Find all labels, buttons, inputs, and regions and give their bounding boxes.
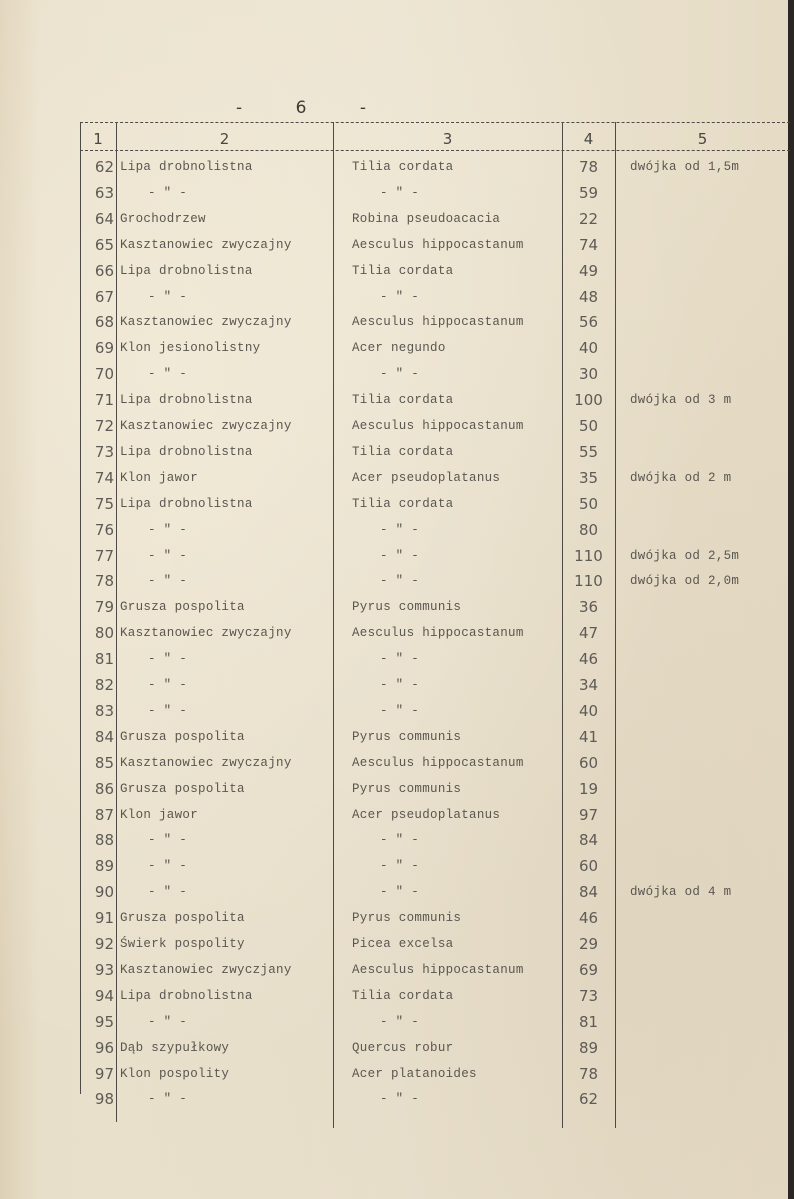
polish-name: Kasztanowiec zwyczajny: [120, 237, 292, 252]
measurement-value: 34: [578, 676, 599, 694]
table-row: [0, 546, 794, 575]
table-row: [0, 287, 794, 316]
note: dwójka od 1,5m: [630, 160, 740, 174]
header-bottom-border: [80, 150, 790, 151]
row-number: 80: [94, 624, 114, 643]
table-row: [0, 1092, 794, 1118]
polish-name: Klon pospolity: [120, 1066, 230, 1081]
polish-name: Świerk pospolity: [120, 937, 245, 951]
polish-name: Dąb szypułkowy: [120, 1040, 230, 1055]
latin-name: Acer pseudoplatanus: [352, 470, 501, 485]
polish-name: - " -: [148, 678, 188, 692]
measurement-value: 40: [578, 701, 599, 720]
polish-name: Lipa drobnolistna: [120, 444, 253, 459]
latin-name: Pyrus communis: [352, 781, 462, 796]
latin-name: Tilia cordata: [352, 988, 454, 1003]
polish-name: Lipa drobnolistna: [120, 496, 253, 511]
polish-name: - " -: [148, 522, 188, 537]
latin-name: Pyrus communis: [352, 911, 462, 926]
measurement-value: 78: [578, 1064, 599, 1083]
row-number: 85: [94, 753, 114, 772]
measurement-value: 35: [578, 468, 599, 487]
table-top-border: [80, 122, 790, 123]
latin-name: - " -: [380, 652, 420, 667]
note: dwójka od 3 m: [630, 393, 732, 408]
latin-name: - " -: [380, 885, 420, 900]
row-number: 64: [94, 209, 114, 228]
row-number: 66: [94, 261, 114, 280]
polish-name: - " -: [148, 367, 188, 382]
table-row: [0, 183, 794, 212]
polish-name: - " -: [148, 574, 188, 589]
table-row: [0, 701, 794, 730]
row-number: 90: [94, 883, 114, 902]
measurement-value: 55: [578, 442, 599, 461]
row-number: 78: [94, 572, 114, 591]
measurement-value: 46: [578, 909, 599, 928]
table-row: [0, 261, 794, 290]
table-row: [0, 520, 794, 549]
table-row: [0, 574, 794, 600]
latin-name: Aesculus hippocastanum: [352, 626, 524, 641]
latin-name: Acer platanoides: [352, 1066, 477, 1081]
row-number: 87: [94, 805, 114, 824]
measurement-value: 78: [578, 158, 599, 176]
latin-name: Aesculus hippocastanum: [352, 962, 524, 977]
latin-name: Aesculus hippocastanum: [352, 315, 524, 330]
row-number: 92: [94, 935, 114, 953]
table-row: [0, 209, 794, 238]
polish-name: - " -: [148, 859, 188, 874]
row-number: 88: [94, 831, 114, 850]
page-number-value: 6: [295, 98, 307, 118]
row-number: 86: [94, 779, 114, 798]
note: dwójka od 2,5m: [630, 548, 740, 563]
polish-name: - " -: [148, 652, 188, 667]
table-row: [0, 341, 794, 367]
table-row: [0, 833, 794, 859]
polish-name: Grusza pospolita: [120, 911, 245, 926]
table-row: [0, 1038, 794, 1067]
polish-name: - " -: [148, 833, 188, 848]
table-row: [0, 727, 794, 756]
table-row: [0, 442, 794, 471]
row-number: 79: [94, 598, 114, 617]
table-row: [0, 885, 794, 911]
latin-name: - " -: [380, 859, 420, 874]
latin-name: Tilia cordata: [352, 263, 454, 278]
row-number: 70: [94, 365, 114, 384]
polish-name: Klon jawor: [120, 470, 199, 485]
page-number-suffix: -: [359, 98, 366, 118]
row-number: 68: [94, 313, 114, 332]
row-number: 71: [94, 391, 114, 410]
table-row: [0, 805, 794, 834]
latin-name: - " -: [380, 185, 420, 200]
table-row: [0, 1064, 794, 1093]
latin-name: Tilia cordata: [352, 393, 454, 408]
measurement-value: 84: [578, 831, 599, 850]
latin-name: - " -: [380, 367, 420, 382]
table-row: [0, 315, 794, 341]
latin-name: Aesculus hippocastanum: [352, 237, 524, 252]
latin-name: Aesculus hippocastanum: [352, 755, 524, 770]
latin-name: - " -: [380, 703, 420, 718]
measurement-value: 84: [578, 883, 599, 902]
row-number: 77: [94, 546, 114, 565]
header-col-3: 3: [442, 130, 453, 148]
polish-name: - " -: [148, 548, 188, 563]
measurement-value: 110: [574, 572, 603, 591]
latin-name: - " -: [380, 289, 420, 304]
measurement-value: 49: [578, 261, 599, 280]
polish-name: Klon jesionolistny: [120, 341, 261, 356]
latin-name: Tilia cordata: [352, 160, 454, 174]
measurement-value: 69: [578, 960, 599, 979]
note: dwójka od 2 m: [630, 470, 732, 485]
latin-name: Aesculus hippocastanum: [352, 419, 524, 433]
latin-name: Acer negundo: [352, 341, 446, 356]
table-row: [0, 753, 794, 782]
table-row: [0, 960, 794, 989]
latin-name: Acer pseudoplatanus: [352, 807, 501, 822]
row-number: 76: [94, 520, 114, 539]
row-number: 72: [94, 417, 114, 435]
row-number: 84: [94, 727, 114, 746]
latin-name: - " -: [380, 678, 420, 692]
row-number: 97: [94, 1064, 114, 1083]
polish-name: Kasztanowiec zwyczajny: [120, 419, 292, 433]
measurement-value: 48: [578, 287, 599, 306]
measurement-value: 22: [578, 209, 599, 228]
header-col-4: 4: [583, 130, 594, 148]
row-number: 98: [94, 1090, 114, 1109]
note: dwójka od 2,0m: [630, 574, 740, 589]
polish-name: Kasztanowiec zwyczjany: [120, 962, 292, 977]
measurement-value: 19: [578, 779, 599, 798]
table-row: [0, 367, 794, 393]
row-number: 91: [94, 909, 114, 928]
measurement-value: 60: [578, 857, 599, 876]
table-row: [0, 937, 794, 963]
table-row: [0, 419, 794, 445]
table-row: [0, 779, 794, 808]
row-number: 75: [94, 494, 114, 513]
polish-name: Lipa drobnolistna: [120, 393, 253, 408]
latin-name: Tilia cordata: [352, 496, 454, 511]
page-number: [236, 98, 366, 118]
measurement-value: 62: [578, 1090, 599, 1109]
table-row: [0, 911, 794, 937]
measurement-value: 73: [578, 986, 599, 1005]
polish-name: Lipa drobnolistna: [120, 160, 253, 174]
table-row: [0, 1012, 794, 1041]
latin-name: Tilia cordata: [352, 444, 454, 459]
latin-name: Pyrus communis: [352, 729, 462, 744]
table-row: [0, 235, 794, 264]
row-number: 69: [94, 339, 114, 358]
measurement-value: 29: [578, 935, 599, 953]
latin-name: - " -: [380, 522, 420, 537]
polish-name: Grusza pospolita: [120, 729, 245, 744]
row-number: 73: [94, 442, 114, 461]
table-row: [0, 600, 794, 626]
polish-name: Grusza pospolita: [120, 600, 245, 615]
row-number: 96: [94, 1038, 114, 1057]
table-row: [0, 393, 794, 419]
polish-name: - " -: [148, 1014, 188, 1029]
row-number: 62: [94, 158, 114, 176]
page-number-prefix: -: [236, 98, 243, 118]
latin-name: - " -: [380, 833, 420, 848]
header-col-5: 5: [697, 130, 708, 148]
measurement-value: 56: [578, 313, 599, 332]
measurement-value: 60: [578, 753, 599, 772]
table-row: [0, 652, 794, 678]
row-number: 82: [94, 676, 114, 694]
polish-name: - " -: [148, 1092, 188, 1107]
row-number: 95: [94, 1012, 114, 1031]
polish-name: - " -: [148, 885, 188, 900]
row-number: 93: [94, 960, 114, 979]
table-row: [0, 986, 794, 1015]
header-col-1: 1: [93, 130, 103, 148]
polish-name: - " -: [148, 289, 188, 304]
measurement-value: 59: [578, 183, 599, 202]
polish-name: Klon jawor: [120, 807, 199, 822]
polish-name: Lipa drobnolistna: [120, 263, 253, 278]
measurement-value: 40: [578, 339, 599, 358]
row-number: 74: [94, 468, 114, 487]
polish-name: Grusza pospolita: [120, 781, 245, 796]
measurement-value: 30: [578, 365, 599, 384]
latin-name: - " -: [380, 1014, 420, 1029]
polish-name: Kasztanowiec zwyczajny: [120, 626, 292, 641]
latin-name: Pyrus communis: [352, 600, 462, 615]
polish-name: Lipa drobnolistna: [120, 988, 253, 1003]
latin-name: - " -: [380, 1092, 420, 1107]
table-row: [0, 160, 794, 186]
row-number: 65: [94, 235, 114, 254]
polish-name: - " -: [148, 703, 188, 718]
polish-name: Kasztanowiec zwyczajny: [120, 755, 292, 770]
measurement-value: 41: [578, 727, 599, 746]
latin-name: Robina pseudoacacia: [352, 211, 501, 226]
table-row: [0, 859, 794, 885]
table-row: [0, 468, 794, 497]
latin-name: Picea excelsa: [352, 937, 454, 951]
row-number: 63: [94, 183, 114, 202]
measurement-value: 47: [578, 624, 599, 643]
polish-name: - " -: [148, 185, 188, 200]
measurement-value: 50: [578, 417, 599, 435]
polish-name: Grochodrzew: [120, 211, 206, 226]
measurement-value: 50: [578, 494, 599, 513]
row-number: 94: [94, 986, 114, 1005]
measurement-value: 46: [578, 650, 599, 669]
measurement-value: 110: [574, 546, 603, 565]
measurement-value: 74: [578, 235, 599, 254]
measurement-value: 97: [578, 805, 599, 824]
table-row: [0, 494, 794, 523]
row-number: 67: [94, 287, 114, 306]
latin-name: Quercus robur: [352, 1040, 454, 1055]
note: dwójka od 4 m: [630, 885, 732, 900]
polish-name: Kasztanowiec zwyczajny: [120, 315, 292, 330]
table-row: [0, 626, 794, 652]
measurement-value: 36: [578, 598, 599, 617]
row-number: 89: [94, 857, 114, 876]
row-number: 83: [94, 701, 114, 720]
latin-name: - " -: [380, 548, 420, 563]
measurement-value: 80: [578, 520, 599, 539]
measurement-value: 89: [578, 1038, 599, 1057]
measurement-value: 81: [578, 1012, 599, 1031]
table-row: [0, 678, 794, 704]
row-number: 81: [94, 650, 114, 669]
measurement-value: 100: [574, 391, 603, 410]
header-col-2: 2: [219, 130, 230, 148]
latin-name: - " -: [380, 574, 420, 589]
